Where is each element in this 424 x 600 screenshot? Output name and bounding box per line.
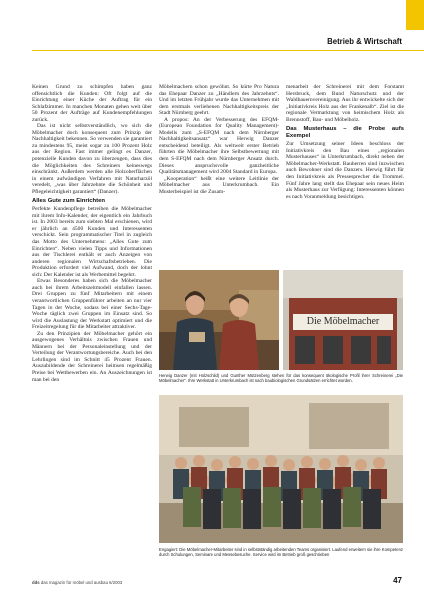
paragraph: Perfekte Kundenpflege betreiben die Möbelmacher mit ihrem Info-Kalender, der eigentlich ein Jahrbuch ist. In 2003 bereits zum siebten Mal erschienen, wird er jährlich an 4500 Kunden und Interessenten verschickt. Sein programmatischer Titel in zugleich das Motto des Unternehmens: „Alles Gute zum Einrichten“. Neben vielen Tipps und Informationen aus der Tischlerei enthält er auch Anzeigen von anderen regionalen Wirtschaftsbetrieben. Die Produktion erfordert viel Aufwand, doch der lohnt sich: Der Kalender ist als Werbemittel begehrt. (32, 206, 152, 278)
paragraph: Etwas Besonderes haben sich die Möbelmacher auch bei ihrem Arbeitszeitmodell einfallen lassen. Drei Gruppen zu fünf Mitarbeitern mit einem verantwortlichen Gruppenführer arbeiten an nur vier Tagen in der Woche, sodass bei einer Sechs-Tage-Woche täglich zwei Gruppen im Einsatz sind. So wird die Auslastung der Werkstatt optimiert und die Freizeitregelung für die Mitarbeiter attraktiver. (32, 278, 152, 331)
footer-issue: 6/2003 (109, 580, 123, 585)
paragraph: Zur Umsetzung seiner Ideen beschloss der Initiativkreis den Bau eines „regionalen Musterhauses“ in Unterkrumbach, direkt neben der Möbelmacher-Werkstatt. Bauherren sind inzwischen auch Bewohner sind die Danzers. Herwig führt für den Initiativkreis als Pressesprecher die Trommel. Fünf Jahre lang stellt das Ehepaar sein neues Heim als Musterhaus zur Verfügung: Interessenten können es nach Voranmeldung besichtigen. (286, 141, 404, 200)
paragraph: Keinen Grund zu schimpfen haben ganz offensichtlich die Kunden: Oft folgt auf die Einrichtung einer Küche der Auftrag für ein Schlafzimmer. In manchen Monaten gehen weit über 50 Prozent der Aufträge auf Kundenempfehlungen zurück. (32, 84, 152, 123)
caption-team-photo: Engagiert: Die Möbelmacher-Mitarbeiter sind in selbstständig arbeitenden Teams organisiert. Laufend erweitern sie ihre Kompetenz durch Schulungen, Seminare und Messebesuche. Service wird im Betrieb groß geschrieben (159, 547, 403, 558)
footer-tagline: das magazin für möbel und ausbau (40, 580, 108, 585)
middle-column (159, 84, 279, 195)
paragraph: Das ist nicht selbstverständlich, wo sich die Möbelmacher doch konsequent zum Prinzip der Nachhaltigkeit bekennen. So verwenden sie garantiert zu mindestens 95, meist sogar zu 100 Prozent Holz aus der Region. Fast immer gelingt es Danzer, potenzielle Kunden davon zu überzeugen, dass dies die Möglichkeiten des Schreiners keineswegs einschränkt. Außerdem werden alle Holzoberflächen in einem aufwändigen Verfahren mit Naturharzöl veredelt, „was über Jahrzehnte die Schönheit und Pflegeleichtigkeit garantiert“ (Danzer). (32, 123, 152, 195)
subheading-musterhaus: Das Musterhaus – die Probe aufs Exempel (286, 126, 404, 140)
header-rule (32, 50, 424, 51)
paragraph: menarbeit der Schreinerei mit dem Forstamt Hersbruck, dem Bund Naturschutz und der Waldbauernvereinigung. Aus ihr entwickelte sich der „Initiativkreis Holz aus der Frankenalb“. Ziel ist die regionale Vermarktung von heimischem Holz als Brennstoff, Bau- und Möbelholz. (286, 84, 404, 123)
left-column (32, 84, 152, 383)
section-title: Betrieb & Wirtschaft (327, 37, 402, 46)
photo-danzer-muetzenberg (159, 270, 279, 370)
shop-sign: Die Möbelmacher (306, 316, 380, 327)
paragraph: „Kooperation“ heißt eine weitere Leitlinie der Möbelmacher aus Unterkrumbach. Ein Musterbeispiel ist die Zusam- (159, 175, 279, 195)
photo-team (159, 395, 403, 543)
page-number: 47 (393, 576, 402, 585)
section-color-tab (406, 0, 424, 30)
photo-workshop-building (283, 270, 403, 370)
paragraph: Möbelmachern schon gewöhnt. So kürte Pro Natura das Ehepaar Danzer zu „Händlern des Jahrzehnts“. Und im letzten Frühjahr wurde das Unternehmen mit dem erstmals verliehenen Nachhaltigkeitspreis der Stadt Nürnberg geehrt. (159, 84, 279, 117)
paragraph: Zu den Prinzipien der Möbelmacher gehört ein ausgewogenes Verhältnis zwischen Frauen und Männern bei der Personaleinstellung und der Verteilung der Verantwortungsbereiche. Auch bei den Lehrlingen sind im Schnitt 45 Prozent Frauen. Auszubildende der Schreinerei heimsen regelmäßig Preise bei Wettbewerben ein. An Auszeichnungen ist man bei den (32, 330, 152, 383)
caption-top-photos: Herwig Danzer (mit Holzschild) und Gunther Mützenberg stehen für das konsequent ökologische Profil ihrer Schreinerei „Die Möbelmacher“. Ihre Werkstatt in Unterkrumbach ist nach baubiologischen Grundsätzen errichtet worden. (159, 373, 403, 384)
right-column (286, 84, 404, 200)
footer-publication (32, 580, 122, 585)
paragraph: A propos: An der Verbesserung des EFQM-(European Foundation for Quality Management)-Modells zum „S-EFQM nach dem Nürnberger Nachhaltigkeitsansatz“ war Herwig Danzer entscheidend beteiligt. Als weltweit erster Betrieb führten die Möbelmacher ihre Selbstbewertung mit dem S-EFQM nach dem Nürnberger Ansatz durch. Dieses anspruchsvolle ganzheitliche Qualitätsmanagement wird 2004 Standard in Europa. (159, 116, 279, 176)
footer-brand: dds (32, 580, 40, 585)
subheading-alles-gute: Alles Gute zum Einrichten (32, 198, 105, 205)
